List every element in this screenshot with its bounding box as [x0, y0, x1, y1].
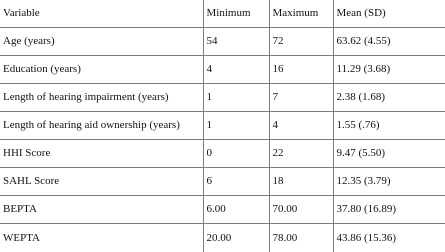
maximum-cell: 70.00	[269, 195, 333, 223]
minimum-cell: 6.00	[203, 195, 269, 223]
variable-cell: HHI Score	[0, 139, 203, 167]
minimum-cell: 0	[203, 139, 269, 167]
header-mean-sd: Mean (SD)	[333, 0, 445, 27]
table-row	[0, 27, 445, 55]
mean-sd-cell: 12.35 (3.79)	[333, 167, 445, 195]
header-maximum: Maximum	[269, 0, 333, 27]
table-row	[0, 55, 445, 83]
minimum-cell: 4	[203, 55, 269, 83]
header-minimum: Minimum	[203, 0, 269, 27]
table-row	[0, 111, 445, 139]
variable-cell: Education (years)	[0, 55, 203, 83]
mean-sd-cell: 1.55 (.76)	[333, 111, 445, 139]
minimum-cell: 1	[203, 83, 269, 111]
table-row	[0, 83, 445, 111]
maximum-cell: 22	[269, 139, 333, 167]
mean-sd-cell: 43.86 (15.36)	[333, 223, 445, 252]
maximum-cell: 4	[269, 111, 333, 139]
mean-sd-cell: 63.62 (4.55)	[333, 27, 445, 55]
variable-cell: BEPTA	[0, 195, 203, 223]
mean-sd-cell: 11.29 (3.68)	[333, 55, 445, 83]
minimum-cell: 6	[203, 167, 269, 195]
maximum-cell: 72	[269, 27, 333, 55]
table-row	[0, 167, 445, 195]
variable-cell: SAHL Score	[0, 167, 203, 195]
variable-cell: Age (years)	[0, 27, 203, 55]
mean-sd-cell: 9.47 (5.50)	[333, 139, 445, 167]
maximum-cell: 7	[269, 83, 333, 111]
mean-sd-cell: 2.38 (1.68)	[333, 83, 445, 111]
maximum-cell: 16	[269, 55, 333, 83]
minimum-cell: 20.00	[203, 223, 269, 252]
minimum-cell: 54	[203, 27, 269, 55]
minimum-cell: 1	[203, 111, 269, 139]
maximum-cell: 18	[269, 167, 333, 195]
table-row	[0, 195, 445, 223]
variable-cell: Length of hearing aid ownership (years)	[0, 111, 203, 139]
table-row	[0, 139, 445, 167]
variable-cell: WEPTA	[3, 231, 41, 244]
mean-sd-cell: 37.80 (16.89)	[333, 195, 445, 223]
table-header-row	[0, 0, 445, 27]
header-variable: Variable	[0, 0, 203, 27]
maximum-cell: 78.00	[269, 223, 333, 252]
variable-cell: Length of hearing impairment (years)	[0, 83, 203, 111]
table-row	[0, 223, 445, 252]
